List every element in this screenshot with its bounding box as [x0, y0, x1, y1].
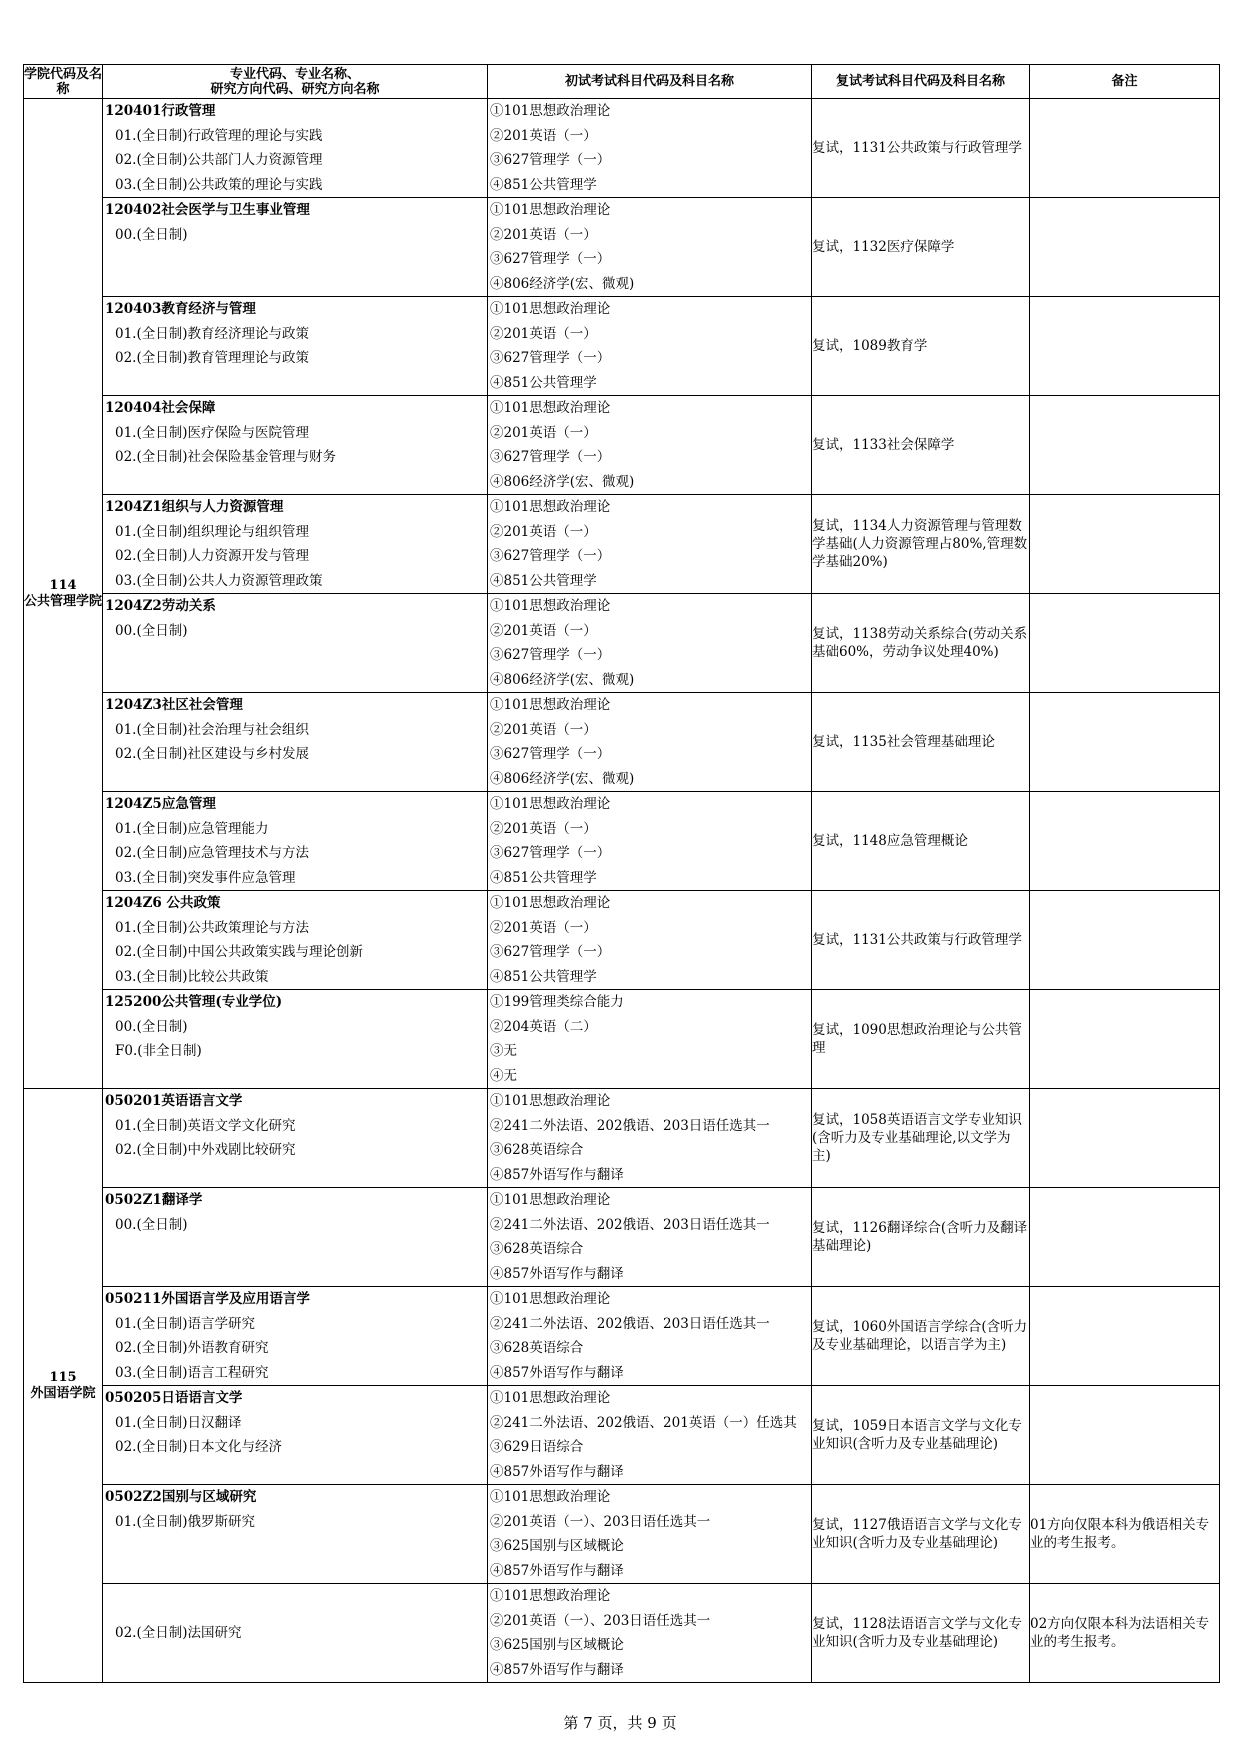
- initial-exam-cell: [488, 297, 812, 396]
- major-cell: [103, 1386, 488, 1485]
- major-name: 120404社会保障: [105, 400, 216, 416]
- research-direction: 02.(全日制)人力资源开发与管理: [115, 548, 310, 564]
- exam-subject: ①101思想政治理论: [490, 796, 611, 812]
- exam-subject: ①101思想政治理论: [490, 499, 611, 515]
- note-cell: [1030, 1089, 1220, 1188]
- retest-cell: 复试，1127俄语语言文学与文化专业知识(含听力及专业基础理论): [812, 1485, 1030, 1584]
- initial-exam-cell: [488, 1089, 812, 1188]
- header-college: 学院代码及名称: [24, 66, 103, 97]
- research-direction: 03.(全日制)语言工程研究: [115, 1364, 269, 1381]
- retest-cell: 复试，1134人力资源管理与管理数学基础(人力资源管理占80%,管理数学基础20%): [812, 495, 1030, 594]
- exam-subject: ①101思想政治理论: [490, 895, 611, 911]
- major-cell: [103, 990, 488, 1089]
- initial-exam-cell: [488, 1485, 812, 1584]
- exam-subject: ④806经济学(宏、微观): [490, 275, 635, 292]
- table-header-row: [24, 65, 1220, 99]
- research-direction: 03.(全日制)公共政策的理论与实践: [115, 176, 323, 193]
- program-row: [24, 693, 1220, 792]
- exam-subject: ③627管理学（一）: [490, 449, 611, 465]
- major-cell: [103, 297, 488, 396]
- retest-cell: 复试，1135社会管理基础理论: [812, 693, 1030, 792]
- exam-subject: ①101思想政治理论: [490, 103, 611, 119]
- retest-cell: 复试，1132医疗保障学: [812, 198, 1030, 297]
- major-name: 1204Z1组织与人力资源管理: [105, 499, 284, 515]
- header-notes: 备注: [1030, 65, 1220, 99]
- initial-exam-cell: [488, 891, 812, 990]
- exam-subject: ②201英语（一）: [490, 325, 597, 342]
- initial-exam-cell: [488, 792, 812, 891]
- program-row: [24, 396, 1220, 495]
- note-cell: [1030, 792, 1220, 891]
- research-direction: 01.(全日制)社会治理与社会组织: [115, 721, 310, 738]
- header-initial-exam: 初试考试科目代码及科目名称: [488, 65, 812, 99]
- exam-subject: ③627管理学（一）: [490, 251, 611, 267]
- major-cell: [103, 198, 488, 297]
- research-direction: 02.(全日制)日本文化与经济: [115, 1439, 283, 1455]
- retest-cell: 复试，1126翻译综合(含听力及翻译基础理论): [812, 1188, 1030, 1287]
- program-row: [24, 891, 1220, 990]
- program-row: [24, 1485, 1220, 1584]
- retest-cell: 复试，1090思想政治理论与公共管理: [812, 990, 1030, 1089]
- research-direction: 00.(全日制): [115, 1216, 188, 1233]
- research-direction: F0.(非全日制): [115, 1043, 202, 1059]
- retest-cell: 复试，1089教育学: [812, 297, 1030, 396]
- major-cell: [103, 99, 488, 198]
- table-body: [24, 99, 1220, 1683]
- research-direction: 02.(全日制)中国公共政策实践与理论创新: [115, 944, 364, 960]
- initial-exam-cell: [488, 693, 812, 792]
- exam-subject: ④806经济学(宏、微观): [490, 671, 635, 688]
- note-cell: 02方向仅限本科为法语相关专业的考生报考。: [1030, 1584, 1220, 1683]
- retest-cell: 复试，1058英语语言文学专业知识(含听力及专业基础理论,以文学为主): [812, 1089, 1030, 1188]
- note-cell: [1030, 99, 1220, 198]
- program-row: [24, 990, 1220, 1089]
- note-cell: [1030, 1386, 1220, 1485]
- retest-cell: 复试，1148应急管理概论: [812, 792, 1030, 891]
- exam-subject: ①101思想政治理论: [490, 697, 611, 713]
- exam-subject: ③627管理学（一）: [490, 647, 611, 663]
- exam-subject: ④857外语写作与翻译: [490, 1265, 624, 1282]
- major-name: 050201英语语言文学: [105, 1093, 243, 1109]
- exam-subject: ②241二外法语、202俄语、201英语（一）任选其: [490, 1414, 797, 1431]
- major-name: 0502Z2国别与区域研究: [105, 1489, 257, 1505]
- note-cell: [1030, 594, 1220, 693]
- exam-subject: ②201英语（一）: [490, 523, 597, 540]
- exam-subject: ③625国别与区域概论: [490, 1637, 624, 1653]
- exam-subject: ②201英语（一）: [490, 127, 597, 144]
- major-name: 1204Z6 公共政策: [105, 895, 221, 911]
- exam-subject: ②201英语（一）: [490, 622, 597, 639]
- major-name: 1204Z2劳动关系: [105, 598, 216, 614]
- major-cell: [103, 1584, 488, 1683]
- major-name: 120401行政管理: [105, 103, 216, 119]
- major-name: 050211外国语言学及应用语言学: [105, 1291, 310, 1307]
- exam-subject: ②241二外法语、202俄语、203日语任选其一: [490, 1117, 770, 1134]
- exam-subject: ②201英语（一）: [490, 919, 597, 936]
- major-cell: [103, 1287, 488, 1386]
- research-direction: 01.(全日制)英语文学文化研究: [115, 1117, 296, 1134]
- initial-exam-cell: [488, 1386, 812, 1485]
- major-name: 1204Z5应急管理: [105, 796, 216, 812]
- retest-cell: 复试，1060外国语言学综合(含听力及专业基础理论，以语言学为主): [812, 1287, 1030, 1386]
- note-cell: [1030, 891, 1220, 990]
- research-direction: 00.(全日制): [115, 1018, 188, 1035]
- initial-exam-cell: [488, 198, 812, 297]
- initial-exam-cell: [488, 990, 812, 1089]
- exam-subject: ③627管理学（一）: [490, 845, 611, 861]
- retest-cell: 复试，1059日本语言文学与文化专业知识(含听力及专业基础理论): [812, 1386, 1030, 1485]
- exam-subject: ④无: [490, 1067, 517, 1084]
- header-retest: 复试考试科目代码及科目名称: [812, 65, 1030, 99]
- exam-subject: ④857外语写作与翻译: [490, 1562, 624, 1579]
- program-row: [24, 1584, 1220, 1683]
- retest-cell: 复试，1131公共政策与行政管理学: [812, 891, 1030, 990]
- retest-cell: 复试，1133社会保障学: [812, 396, 1030, 495]
- program-row: [24, 792, 1220, 891]
- retest-cell: 复试，1131公共政策与行政管理学: [812, 99, 1030, 198]
- note-cell: [1030, 495, 1220, 594]
- header-major-line2: 研究方向代码、研究方向名称: [210, 81, 380, 97]
- college-name: 外国语学院: [30, 1385, 96, 1401]
- major-name: 0502Z1翻译学: [105, 1192, 203, 1208]
- exam-subject: ①101思想政治理论: [490, 1390, 611, 1406]
- research-direction: 02.(全日制)外语教育研究: [115, 1340, 269, 1356]
- exam-subject: ①101思想政治理论: [490, 301, 611, 317]
- program-row: [24, 495, 1220, 594]
- major-name: 120402社会医学与卫生事业管理: [105, 202, 310, 218]
- exam-subject: ③627管理学（一）: [490, 152, 611, 168]
- research-direction: 02.(全日制)应急管理技术与方法: [115, 845, 310, 861]
- exam-subject: ④851公共管理学: [490, 869, 597, 886]
- research-direction: 02.(全日制)社区建设与乡村发展: [115, 746, 310, 762]
- initial-exam-cell: [488, 99, 812, 198]
- exam-subject: ④806经济学(宏、微观): [490, 473, 635, 490]
- header-major-line1: 专业代码、专业名称、: [229, 66, 360, 82]
- exam-subject: ③629日语综合: [490, 1439, 584, 1455]
- program-row: [24, 594, 1220, 693]
- exam-subject: ④851公共管理学: [490, 176, 597, 193]
- exam-subject: ③628英语综合: [490, 1142, 584, 1158]
- initial-exam-cell: [488, 1188, 812, 1287]
- college-name: 公共管理学院: [24, 593, 103, 609]
- exam-subject: ④806经济学(宏、微观): [490, 770, 635, 787]
- exam-subject: ②241二外法语、202俄语、203日语任选其一: [490, 1216, 770, 1233]
- exam-subject: ②201英语（一）: [490, 820, 597, 837]
- major-cell: [103, 792, 488, 891]
- exam-subject: ①101思想政治理论: [490, 1192, 611, 1208]
- program-row: [24, 1287, 1220, 1386]
- major-cell: [103, 1485, 488, 1584]
- exam-subject: ②201英语（一）: [490, 424, 597, 441]
- note-cell: 01方向仅限本科为俄语相关专业的考生报考。: [1030, 1485, 1220, 1584]
- college-code: 115: [49, 1369, 77, 1385]
- research-direction: 01.(全日制)应急管理能力: [115, 820, 269, 837]
- major-cell: [103, 891, 488, 990]
- exam-subject: ④857外语写作与翻译: [490, 1661, 624, 1678]
- exam-subject: ③627管理学（一）: [490, 944, 611, 960]
- research-direction: 01.(全日制)组织理论与组织管理: [115, 523, 310, 540]
- initial-exam-cell: [488, 1287, 812, 1386]
- research-direction: 00.(全日制): [115, 226, 188, 243]
- research-direction: 01.(全日制)俄罗斯研究: [115, 1513, 256, 1530]
- note-cell: [1030, 396, 1220, 495]
- exam-subject: ②201英语（一）、203日语任选其一: [490, 1612, 711, 1629]
- major-name: 120403教育经济与管理: [105, 301, 256, 317]
- research-direction: 02.(全日制)中外戏剧比较研究: [115, 1142, 296, 1158]
- research-direction: 02.(全日制)教育管理理论与政策: [115, 350, 310, 366]
- exam-subject: ①101思想政治理论: [490, 202, 611, 218]
- research-direction: 01.(全日制)日汉翻译: [115, 1414, 242, 1431]
- exam-subject: ③628英语综合: [490, 1340, 584, 1356]
- major-cell: [103, 396, 488, 495]
- exam-subject: ①101思想政治理论: [490, 598, 611, 614]
- exam-subject: ①101思想政治理论: [490, 1093, 611, 1109]
- initial-exam-cell: [488, 594, 812, 693]
- initial-exam-cell: [488, 1584, 812, 1683]
- initial-exam-cell: [488, 396, 812, 495]
- exam-subject: ④851公共管理学: [490, 968, 597, 985]
- exam-subject: ①199管理类综合能力: [490, 994, 624, 1010]
- retest-cell: 复试，1128法语语言文学与文化专业知识(含听力及专业基础理论): [812, 1584, 1030, 1683]
- exam-subject: ①101思想政治理论: [490, 400, 611, 416]
- research-direction: 02.(全日制)公共部门人力资源管理: [115, 152, 323, 168]
- exam-subject: ③627管理学（一）: [490, 350, 611, 366]
- note-cell: [1030, 1188, 1220, 1287]
- major-name: 050205日语语言文学: [105, 1390, 243, 1406]
- research-direction: 01.(全日制)行政管理的理论与实践: [115, 127, 323, 144]
- exam-subject: ③628英语综合: [490, 1241, 584, 1257]
- program-row: [24, 198, 1220, 297]
- exam-subject: ②204英语（二）: [490, 1018, 597, 1035]
- major-name: 125200公共管理(专业学位): [105, 994, 283, 1010]
- college-cell: [24, 99, 103, 1089]
- research-direction: 02.(全日制)社会保险基金管理与财务: [115, 449, 337, 465]
- note-cell: [1030, 693, 1220, 792]
- retest-cell: 复试，1138劳动关系综合(劳动关系基础60%，劳动争议处理40%): [812, 594, 1030, 693]
- exam-subject: ①101思想政治理论: [490, 1588, 611, 1604]
- exam-subject: ②201英语（一）、203日语任选其一: [490, 1513, 711, 1530]
- research-direction: 01.(全日制)语言学研究: [115, 1315, 256, 1332]
- note-cell: [1030, 297, 1220, 396]
- page-footer: 第 7 页，共 9 页: [563, 1714, 677, 1732]
- major-cell: [103, 594, 488, 693]
- research-direction: 03.(全日制)公共人力资源管理政策: [115, 572, 323, 589]
- exam-subject: ②241二外法语、202俄语、203日语任选其一: [490, 1315, 770, 1332]
- exam-subject: ②201英语（一）: [490, 226, 597, 243]
- research-direction: 03.(全日制)比较公共政策: [115, 968, 269, 985]
- exam-subject: ①101思想政治理论: [490, 1489, 611, 1505]
- note-cell: [1030, 198, 1220, 297]
- major-cell: [103, 495, 488, 594]
- major-name: 1204Z3社区社会管理: [105, 697, 243, 713]
- exam-subject: ③无: [490, 1043, 517, 1059]
- exam-subject: ④857外语写作与翻译: [490, 1463, 624, 1480]
- program-row: [24, 1386, 1220, 1485]
- admissions-table: [23, 64, 1220, 1683]
- exam-subject: ③627管理学（一）: [490, 746, 611, 762]
- research-direction: 03.(全日制)突发事件应急管理: [115, 869, 296, 886]
- exam-subject: ③625国别与区域概论: [490, 1538, 624, 1554]
- research-direction: 01.(全日制)教育经济理论与政策: [115, 325, 310, 342]
- college-cell: [24, 1089, 103, 1683]
- college-code: 114: [49, 577, 77, 593]
- exam-subject: ④851公共管理学: [490, 572, 597, 589]
- header-major: [103, 65, 488, 99]
- exam-subject: ④857外语写作与翻译: [490, 1166, 624, 1183]
- exam-subject: ②201英语（一）: [490, 721, 597, 738]
- exam-subject: ④851公共管理学: [490, 374, 597, 391]
- program-row: [24, 1188, 1220, 1287]
- note-cell: [1030, 1287, 1220, 1386]
- exam-subject: ①101思想政治理论: [490, 1291, 611, 1307]
- program-row: [24, 1089, 1220, 1188]
- program-row: [24, 297, 1220, 396]
- major-cell: [103, 693, 488, 792]
- research-direction: 00.(全日制): [115, 622, 188, 639]
- note-cell: [1030, 990, 1220, 1089]
- major-cell: [103, 1188, 488, 1287]
- research-direction: 01.(全日制)公共政策理论与方法: [115, 919, 310, 936]
- exam-subject: ④857外语写作与翻译: [490, 1364, 624, 1381]
- exam-subject: ③627管理学（一）: [490, 548, 611, 564]
- research-direction: 02.(全日制)法国研究: [115, 1624, 242, 1641]
- major-cell: [103, 1089, 488, 1188]
- program-row: [24, 99, 1220, 198]
- research-direction: 01.(全日制)医疗保险与医院管理: [115, 424, 310, 441]
- initial-exam-cell: [488, 495, 812, 594]
